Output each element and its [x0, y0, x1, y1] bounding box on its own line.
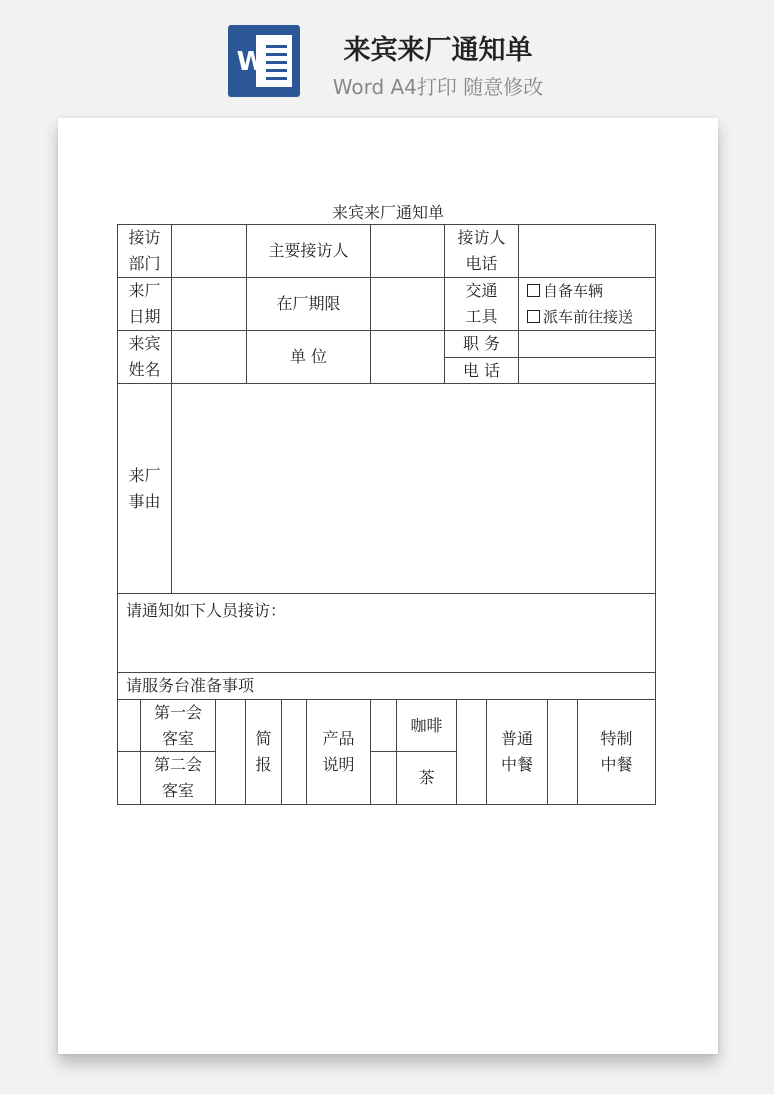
checkbox-icon[interactable]	[527, 310, 540, 323]
room2-checkbox-cell[interactable]	[117, 751, 141, 805]
position-label: 职 务	[444, 330, 519, 358]
service-label: 请服务台准备事项	[117, 672, 656, 700]
transport-option-pickup[interactable]: 派车前往接送	[527, 304, 633, 330]
dept-value-cell[interactable]	[171, 224, 247, 278]
document-page	[58, 118, 718, 1054]
word-icon	[228, 25, 300, 97]
main-host-value-cell[interactable]	[370, 224, 445, 278]
brief-checkbox-cell[interactable]	[215, 699, 246, 805]
header-subtitle: Word A4打印 随意修改	[332, 75, 544, 99]
transport-options-cell	[518, 277, 656, 331]
reason-value-cell[interactable]	[171, 383, 656, 594]
date-label: 来厂 日期	[117, 277, 172, 331]
host-phone-label: 接访人 电话	[444, 224, 519, 278]
unit-value-cell[interactable]	[370, 330, 445, 384]
page-header	[0, 0, 774, 110]
period-value-cell[interactable]	[370, 277, 445, 331]
tea-label: 茶	[396, 751, 457, 805]
normal-lunch-label: 普通 中餐	[486, 699, 548, 805]
date-value-cell[interactable]	[171, 277, 247, 331]
phone-label: 电 话	[444, 357, 519, 384]
transport-label: 交通 工具	[444, 277, 519, 331]
unit-label: 单 位	[246, 330, 371, 384]
transport-option-own-car[interactable]: 自备车辆	[527, 278, 633, 304]
coffee-label: 咖啡	[396, 699, 457, 752]
normal-lunch-checkbox-cell[interactable]	[456, 699, 487, 805]
reason-label: 来厂 事由	[117, 383, 172, 594]
header-title: 来宾来厂通知单	[343, 35, 533, 66]
room1-label: 第一会 客室	[140, 699, 216, 752]
coffee-checkbox-cell[interactable]	[370, 699, 397, 752]
special-lunch-checkbox-cell[interactable]	[547, 699, 578, 805]
document-title: 来宾来厂通知单	[331, 203, 444, 222]
product-checkbox-cell[interactable]	[281, 699, 307, 805]
guest-name-value-cell[interactable]	[171, 330, 247, 384]
word-icon-letter: W	[236, 47, 266, 77]
main-host-label: 主要接访人	[246, 224, 371, 278]
period-label: 在厂期限	[246, 277, 371, 331]
phone-value-cell[interactable]	[518, 357, 656, 384]
room1-checkbox-cell[interactable]	[117, 699, 141, 752]
guest-name-label: 来宾 姓名	[117, 330, 172, 384]
checkbox-icon[interactable]	[527, 284, 540, 297]
host-phone-value-cell[interactable]	[518, 224, 656, 278]
tea-checkbox-cell[interactable]	[370, 751, 397, 805]
position-value-cell[interactable]	[518, 330, 656, 358]
special-lunch-label: 特制 中餐	[577, 699, 656, 805]
brief-label: 简 报	[245, 699, 282, 805]
product-label: 产品 说明	[306, 699, 371, 805]
notify-section[interactable]: 请通知如下人员接访：	[117, 593, 656, 673]
room2-label: 第二会 客室	[140, 751, 216, 805]
dept-label: 接访 部门	[117, 224, 172, 278]
